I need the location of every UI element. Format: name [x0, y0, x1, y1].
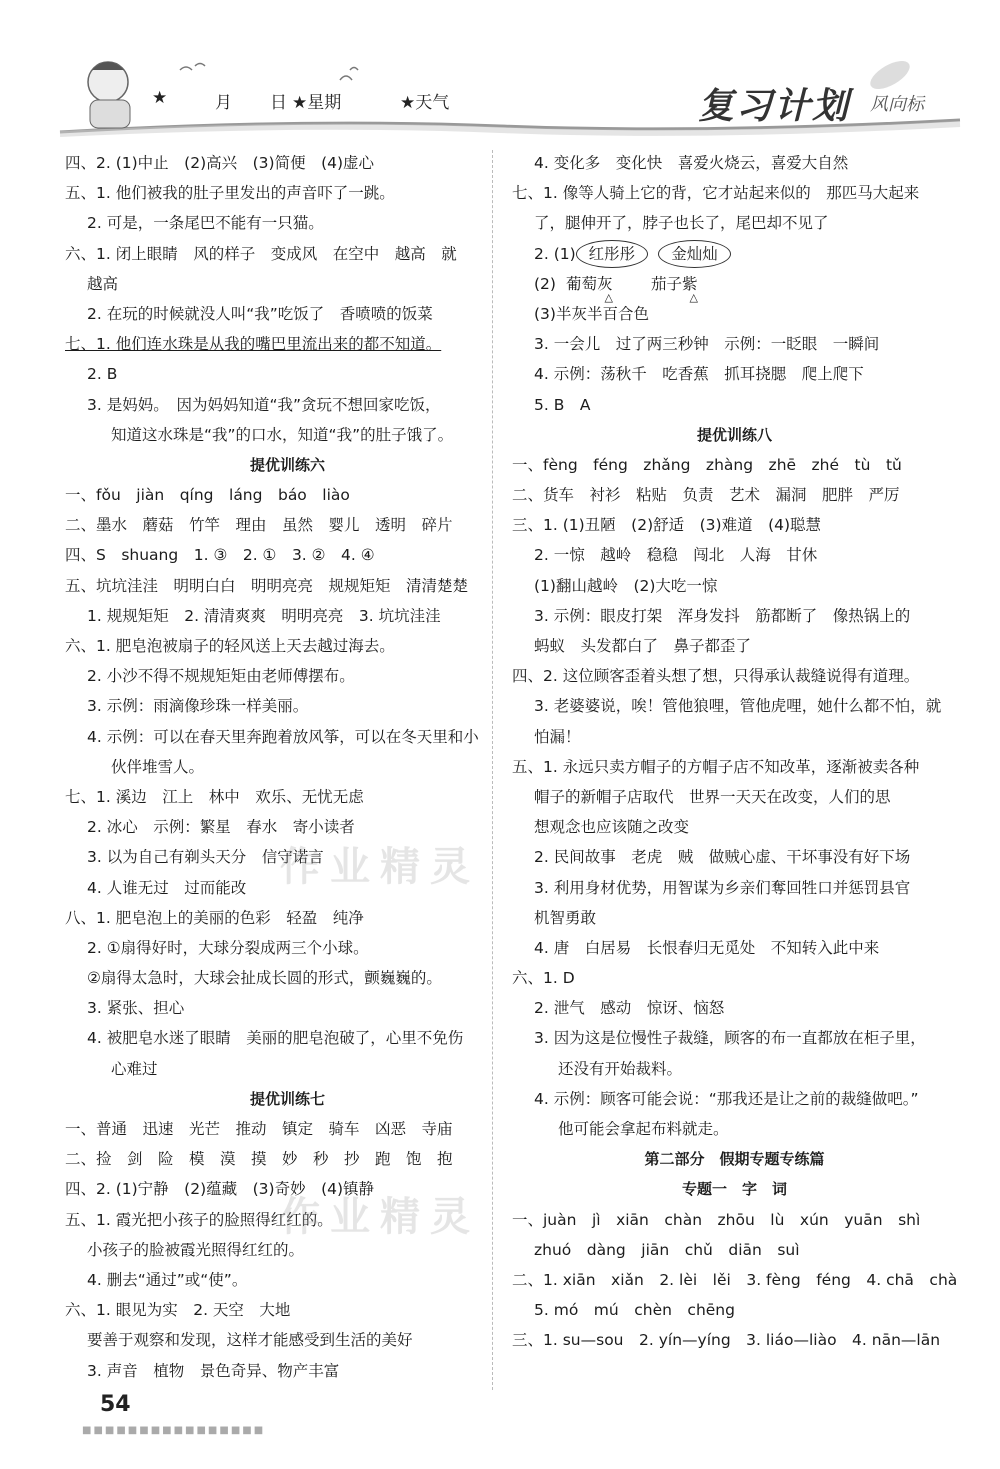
answer-line: 二、墨水 蘑菇 竹竿 理由 虽然 婴儿 透明 碎片: [65, 516, 453, 535]
answer-line: 4. 示例：荡秋千 吃香蕉 抓耳挠腮 爬上爬下: [534, 365, 864, 384]
answer-line: [512, 239, 957, 269]
answer-line: 六、1. 闭上眼睛 风的样子 变成风 在空中 越高 就: [65, 244, 457, 263]
answer-line: 七、1. 溪边 江上 林中 欢乐、无忧无虑: [65, 787, 364, 806]
answer-line: 3. 一会儿 过了两三秒钟 示例：一眨眼 一瞬间: [534, 335, 880, 354]
section-heading: 提优训练七: [249, 1089, 325, 1108]
month-label: 月: [215, 93, 232, 113]
answer-line: 越高: [87, 274, 119, 293]
section-heading: 提优训练六: [249, 455, 325, 474]
answer-line: 3. 利用身材优势，用智谋为乡亲们奪回牲口并惩罚县官: [534, 878, 911, 897]
answer-line: 七、1. 像等人骑上它的背，它才站起来似的 那匹马大起来: [512, 184, 920, 203]
answer-line: 六、1. 肥皂泡被扇子的轻风送上天去越过海去。: [65, 637, 395, 655]
answer-line: 5. mó mú chèn chēng: [534, 1301, 735, 1320]
answer-line: 小孩子的脸被霞光照得红红的。: [87, 1240, 305, 1259]
answer-line: 2. ①扇得好时，大球分裂成两三个小球。: [87, 938, 369, 957]
section-heading: 提优训练八: [696, 425, 772, 444]
answer-line: 4. 示例：顾客可能会说：“那我还是让之前的裁缝做吧。”: [534, 1089, 919, 1108]
answer-line: 一、juàn jì xiān chàn zhōu lù xún yuān shì: [512, 1210, 921, 1229]
answer-line: 八、1. 肥皂泡上的美丽的色彩 轻盈 纯净: [65, 908, 364, 927]
answer-line: 5. B A: [534, 395, 591, 414]
day-label: 日: [270, 93, 287, 113]
circled-answer: 金灿灿: [658, 240, 731, 268]
answer-line: 3. 以为自己有剃头天分 信守诺言: [87, 848, 324, 867]
answer-line: 还没有开始裁料。: [558, 1059, 683, 1078]
answer-line: 2. 民间故事 老虎 贼 做贼心虚、干坏事没有好下场: [534, 848, 911, 867]
brand-title: 复习计划: [697, 86, 850, 127]
answer-line: 3. 示例：雨滴像珍珠一样美丽。: [87, 697, 309, 716]
answer-line: 他可能会拿起布料就走。: [558, 1120, 729, 1138]
answer-line: 4. 唐 白居易 长恨春归无觅处 不知转入此中来: [534, 938, 880, 957]
header-star: ★: [152, 88, 168, 108]
footer-dots: ■■■■■■■■■■■■■■■■: [82, 1425, 266, 1436]
answer-line: 2. 泄气 感动 惊讶、恼怒: [534, 999, 725, 1018]
section-heading: 专题一 字 词: [681, 1180, 787, 1199]
answer-line: 2. B: [87, 365, 118, 384]
answer-line: 四、S shuang 1. ③ 2. ① 3. ② 4. ④: [65, 546, 375, 565]
answer-line: zhuó dàng jiān chǔ diān suì: [534, 1240, 800, 1259]
answer-line: 怕漏！: [534, 727, 581, 746]
answer-line: 六、1. D: [512, 969, 575, 988]
answer-line: 三、1. (1)丑陋 (2)舒适 (3)难道 (4)聪慧: [512, 516, 822, 535]
answer-line: 2. 一惊 越岭 稳稳 闯北 人海 甘休: [534, 546, 818, 565]
answer-line: 2. 在玩的时候就没人叫“我”吃饭了 香喷喷的饭菜: [87, 304, 433, 323]
answer-line: (1)翻山越岭 (2)大吃一惊: [534, 576, 718, 595]
answer-line: 二、货车 衬衫 粘贴 负责 艺术 漏洞 肥胖 严厉: [512, 486, 900, 505]
answer-line: 3. 声音 植物 景色奇异、物产丰富: [87, 1361, 340, 1380]
answer-line: 四、2. (1)中止 (2)高兴 (3)简便 (4)虚心: [65, 154, 375, 172]
page-header: [0, 0, 1000, 150]
answer-line: 3. 紧张、担心: [87, 999, 185, 1018]
answer-line: 一、fǒu jiàn qíng láng báo liào: [65, 486, 350, 505]
answer-line: 3. 是妈妈。 因为妈妈知道“我”贪玩不想回家吃饭，: [87, 395, 441, 414]
answer-line: 五、坑坑洼洼 明明白白 明明亮亮 规规矩矩 清清楚楚: [65, 576, 469, 595]
answer-line: 想观念也应该随之改变: [534, 818, 690, 837]
watermark: 作业精灵: [280, 1194, 480, 1240]
section-heading: 第二部分 假期专题专练篇: [644, 1150, 825, 1169]
answer-line: 七、1. 他们连水珠是从我的嘴巴里流出来的都不知道。: [65, 335, 442, 354]
header-decoration: [0, 0, 1000, 150]
answer-line: 三、1. su—sou 2. yín—yíng 3. liáo—liào 4. nān—lān: [512, 1331, 941, 1350]
answer-line: 六、1. 眼见为实 2. 天空 大地: [65, 1301, 291, 1320]
answer-line: 五、1. 永远只卖方帽子的方帽子店不知改革，逐渐被卖各种: [512, 757, 920, 776]
answer-line: 机智勇敢: [534, 908, 597, 927]
triangle-mark: △: [689, 290, 698, 304]
answer-line: 伙伴堆雪人。: [111, 757, 205, 776]
answer-line: 了，腿伸开了，脖子也长了，尾巴却不见了: [534, 214, 829, 233]
answer-line: 五、1. 他们被我的肚子里发出的声音吓了一跳。: [65, 184, 395, 203]
answer-line: 帽子的新帽子店取代 世界一天天在改变，人们的思: [534, 787, 891, 806]
answer-line: 知道这水珠是“我”的口水，知道“我”的肚子饿了。: [111, 425, 454, 444]
marked-answer: 葡萄灰: [565, 274, 613, 293]
answer-line: 2. 小沙不得不规规矩矩由老师傅摆布。: [87, 667, 355, 686]
answer-line: ②扇得太急时，大球会扯成长圆的形式，颤巍巍的。: [87, 969, 442, 988]
answer-line: 四、2. (1)宁静 (2)蕴藏 (3)奇妙 (4)镇静: [65, 1180, 375, 1199]
right-column: [512, 148, 957, 1356]
answer-line: 3. 老婆婆说，唉！管他狼哩，管他虎哩，她什么都不怕，就: [534, 697, 942, 716]
weekday-label: ★星期: [292, 93, 342, 113]
answer-prefix: 2. (1): [534, 244, 576, 263]
weather-label: ★天气: [400, 93, 450, 113]
page-number: 54: [100, 1392, 131, 1417]
watermark: 作业精灵: [280, 844, 480, 890]
answer-line: 4. 变化多 变化快 喜爱火烧云，喜爱大自然: [534, 154, 849, 172]
answer-line: 二、1. xiān xiǎn 2. lèi lěi 3. fèng féng 4. chā chà: [512, 1270, 958, 1289]
answer-line: 2. 冰心 示例：繁星 春水 寄小读者: [87, 818, 355, 837]
triangle-mark: △: [604, 290, 613, 304]
brand-subtitle: 风向标: [870, 94, 924, 115]
answer-line: 心难过: [111, 1059, 158, 1078]
answer-line: 一、fèng féng zhǎng zhàng zhē zhé tù tǔ: [512, 455, 902, 474]
answer-line: 4. 被肥皂水迷了眼睛 美丽的肥皂泡破了，心里不免伤: [87, 1029, 464, 1048]
answer-line: 五、1. 霞光把小孩子的脸照得红红的。: [65, 1210, 333, 1229]
answer-prefix: (2): [534, 274, 556, 293]
answer-line: 4. 人谁无过 过而能改: [87, 878, 247, 897]
answer-line: 四、2. 这位顾客歪着头想了想，只得承认裁缝说得有道理。: [512, 667, 920, 686]
answer-line: 二、捡 剑 险 模 漠 摸 妙 秒 抄 跑 饱 抱: [65, 1150, 453, 1169]
circled-answer: 红彤彤: [576, 240, 649, 268]
answer-line: 1. 规规矩矩 2. 清清爽爽 明明亮亮 3. 坑坑洼洼: [87, 606, 441, 625]
answer-line: 3. 示例：眼皮打架 浑身发抖 筋都断了 像热锅上的: [534, 606, 911, 625]
answer-line: 一、普通 迅速 光芒 推动 镇定 骑车 凶恶 寺庙: [65, 1120, 453, 1138]
answer-line: 2. 可是，一条尾巴不能有一只猫。: [87, 214, 324, 233]
answer-line: [512, 269, 957, 304]
answer-line: 蚂蚁 头发都白了 鼻子都歪了: [534, 637, 752, 655]
answer-line: (3)半灰半百合色: [534, 304, 649, 323]
answer-line: 4. 删去“通过”或“使”。: [87, 1270, 248, 1289]
answer-line: 4. 示例：可以在春天里奔跑着放风筝，可以在冬天里和小: [87, 727, 479, 746]
answer-line: 要善于观察和发现，这样才能感受到生活的美好: [87, 1331, 413, 1350]
answer-line: 3. 因为这是位慢性子裁缝，顾客的布一直都放在柜子里，: [534, 1029, 926, 1048]
marked-answer: 茄子紫: [650, 274, 698, 293]
